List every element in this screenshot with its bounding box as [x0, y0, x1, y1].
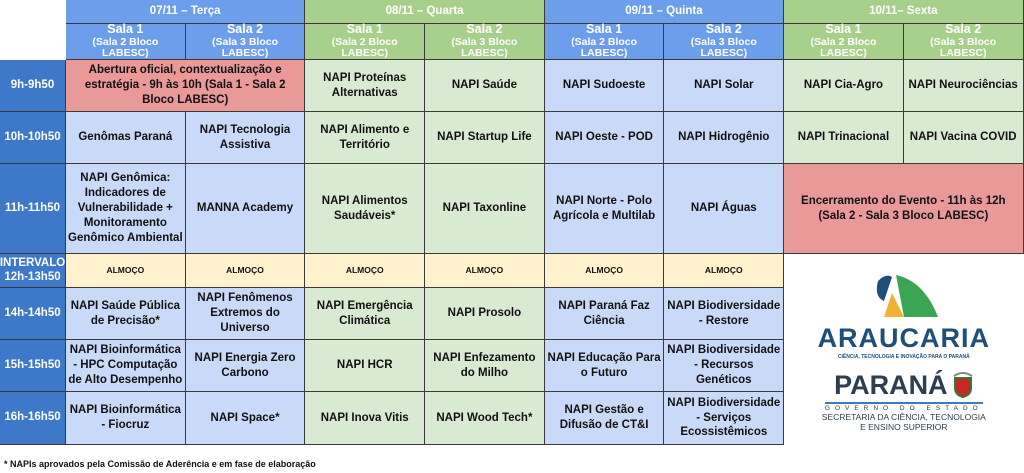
- logos: [784, 254, 1023, 445]
- session-cell: NAPI Bioinformática - HPC Computação de Alto Desempenho: [66, 340, 186, 392]
- session-cell: NAPI Biodiversidade - Restore: [664, 288, 784, 340]
- secretaria-label: SECRETARIA DA CIÊNCIA, TECNOLOGIA E ENSINO SUPERIOR: [821, 411, 986, 432]
- governo-label: GOVERNO DO ESTADO: [825, 402, 983, 412]
- session-cell: NAPI Solar: [664, 60, 784, 112]
- session-cell: NAPI Space*: [186, 392, 306, 445]
- session-cell: NAPI Proteínas Alternativas: [305, 60, 425, 112]
- room-location: (Sala 2 Bloco LABESC): [810, 35, 877, 60]
- session-cell: NAPI Gestão e Difusão de CT&I: [545, 392, 665, 445]
- session-cell: NAPI HCR: [305, 340, 425, 392]
- day-header: 10/11– Sexta: [784, 0, 1023, 24]
- session-cell: NAPI Educação Para o Futuro: [545, 340, 665, 392]
- room-header: [784, 24, 904, 60]
- room-location: (Sala 2 Bloco LABESC): [92, 35, 159, 60]
- day-header: 09/11 – Quinta: [545, 0, 784, 24]
- session-cell: Genômas Paraná: [66, 112, 186, 164]
- lunch-cell: ALMOÇO: [545, 254, 665, 288]
- room-header: [545, 24, 665, 60]
- lunch-cell: ALMOÇO: [186, 254, 306, 288]
- room-location: (Sala 3 Bloco LABESC): [690, 35, 757, 60]
- session-cell: NAPI Neurociências: [904, 60, 1024, 112]
- session-cell: NAPI Saúde: [425, 60, 545, 112]
- session-cell: NAPI Startup Life: [425, 112, 545, 164]
- session-cell: NAPI Cia-Agro: [784, 60, 904, 112]
- parana-wordmark: [834, 370, 974, 401]
- room-header: [305, 24, 425, 60]
- session-cell: Encerramento do Evento - 11h às 12h (Sala 2 - Sala 3 Bloco LABESC): [784, 164, 1023, 254]
- session-cell: NAPI Energia Zero Carbono: [186, 340, 306, 392]
- room-header: [186, 24, 306, 60]
- room-name: Sala 1: [586, 22, 623, 37]
- araucaria-tagline: CIÊNCIA, TECNOLOGIA E INOVAÇÃO PARA O PARANÁ: [837, 353, 970, 360]
- time-slot: 15h-15h50: [0, 340, 66, 392]
- room-location: (Sala 3 Bloco LABESC): [212, 35, 278, 60]
- araucaria-wordmark: ARAUCARIA: [817, 322, 991, 353]
- session-cell: NAPI Saúde Pública de Precisão*: [66, 288, 186, 340]
- session-cell: MANNA Academy: [186, 164, 306, 254]
- lunch-cell: ALMOÇO: [66, 254, 186, 288]
- session-cell: NAPI Vacina COVID: [904, 112, 1024, 164]
- corner-blank: [0, 0, 66, 60]
- day-header: 08/11 – Quarta: [305, 0, 544, 24]
- room-name: Sala 2: [466, 22, 503, 37]
- session-cell: NAPI Wood Tech*: [425, 392, 545, 445]
- room-location: (Sala 3 Bloco LABESC): [930, 35, 997, 60]
- lunch-cell: ALMOÇO: [425, 254, 545, 288]
- session-cell: NAPI Águas: [664, 164, 784, 254]
- room-header: [904, 24, 1024, 60]
- room-name: Sala 2: [226, 22, 264, 37]
- room-header: [425, 24, 545, 60]
- session-cell: NAPI Hidrogênio: [664, 112, 784, 164]
- session-cell: NAPI Biodiversidade - Serviços Ecossistêmicos: [664, 392, 784, 445]
- room-location: (Sala 2 Bloco LABESC): [331, 35, 398, 60]
- room-name: Sala 2: [705, 22, 742, 37]
- room-name: Sala 1: [825, 22, 862, 37]
- session-cell: NAPI Norte - Polo Agrícola e Multilab: [545, 164, 665, 254]
- room-name: Sala 1: [107, 22, 144, 37]
- session-cell: NAPI Sudoeste: [545, 60, 665, 112]
- session-cell: NAPI Tecnologia Assistiva: [186, 112, 306, 164]
- room-location: (Sala 3 Bloco LABESC): [451, 35, 518, 60]
- session-cell: NAPI Oeste - POD: [545, 112, 665, 164]
- session-cell: NAPI Prosolo: [425, 288, 545, 340]
- room-name: Sala 1: [346, 22, 383, 37]
- lunch-cell: ALMOÇO: [305, 254, 425, 288]
- room-location: (Sala 2 Bloco LABESC): [571, 35, 638, 60]
- time-slot: 11h-11h50: [0, 164, 66, 254]
- time-slot: 14h-14h50: [0, 288, 66, 340]
- session-cell: NAPI Enfezamento do Milho: [425, 340, 545, 392]
- session-cell: NAPI Bioinformática - Fiocruz: [66, 392, 186, 445]
- session-cell: NAPI Paraná Faz Ciência: [545, 288, 665, 340]
- session-cell: NAPI Trinacional: [784, 112, 904, 164]
- session-cell: Abertura oficial, contextualização e estratégia - 9h às 10h (Sala 1 - Sala 2 Bloco LABESC): [66, 60, 305, 112]
- parana-text: PARANÁ: [834, 369, 948, 400]
- room-header: [664, 24, 784, 60]
- session-cell: NAPI Alimentos Saudáveis*: [305, 164, 425, 254]
- session-cell: NAPI Genômica: Indicadores de Vulnerabilidade + Monitoramento Genômico Ambiental: [66, 164, 186, 254]
- footnote: * NAPIs aprovados pela Comissão de Aderência e em fase de elaboração: [4, 459, 316, 469]
- room-name: Sala 2: [945, 22, 982, 37]
- time-slot: 10h-10h50: [0, 112, 66, 164]
- time-slot: INTERVALO 12h-13h50: [0, 254, 66, 288]
- session-cell: NAPI Emergência Climática: [305, 288, 425, 340]
- session-cell: NAPI Inova Vitis: [305, 392, 425, 445]
- session-cell: NAPI Fenômenos Extremos do Universo: [186, 288, 306, 340]
- session-cell: NAPI Taxonline: [425, 164, 545, 254]
- lunch-cell: ALMOÇO: [664, 254, 784, 288]
- time-slot: 16h-16h50: [0, 392, 66, 445]
- session-cell: NAPI Alimento e Território: [305, 112, 425, 164]
- araucaria-logo-icon: [864, 271, 944, 321]
- session-cell: NAPI Biodiversidade - Recursos Genéticos: [664, 340, 784, 392]
- coat-of-arms-icon: [952, 372, 974, 398]
- day-header: 07/11 – Terça: [66, 0, 305, 24]
- time-slot: 9h-9h50: [0, 60, 66, 112]
- room-header: [66, 24, 186, 60]
